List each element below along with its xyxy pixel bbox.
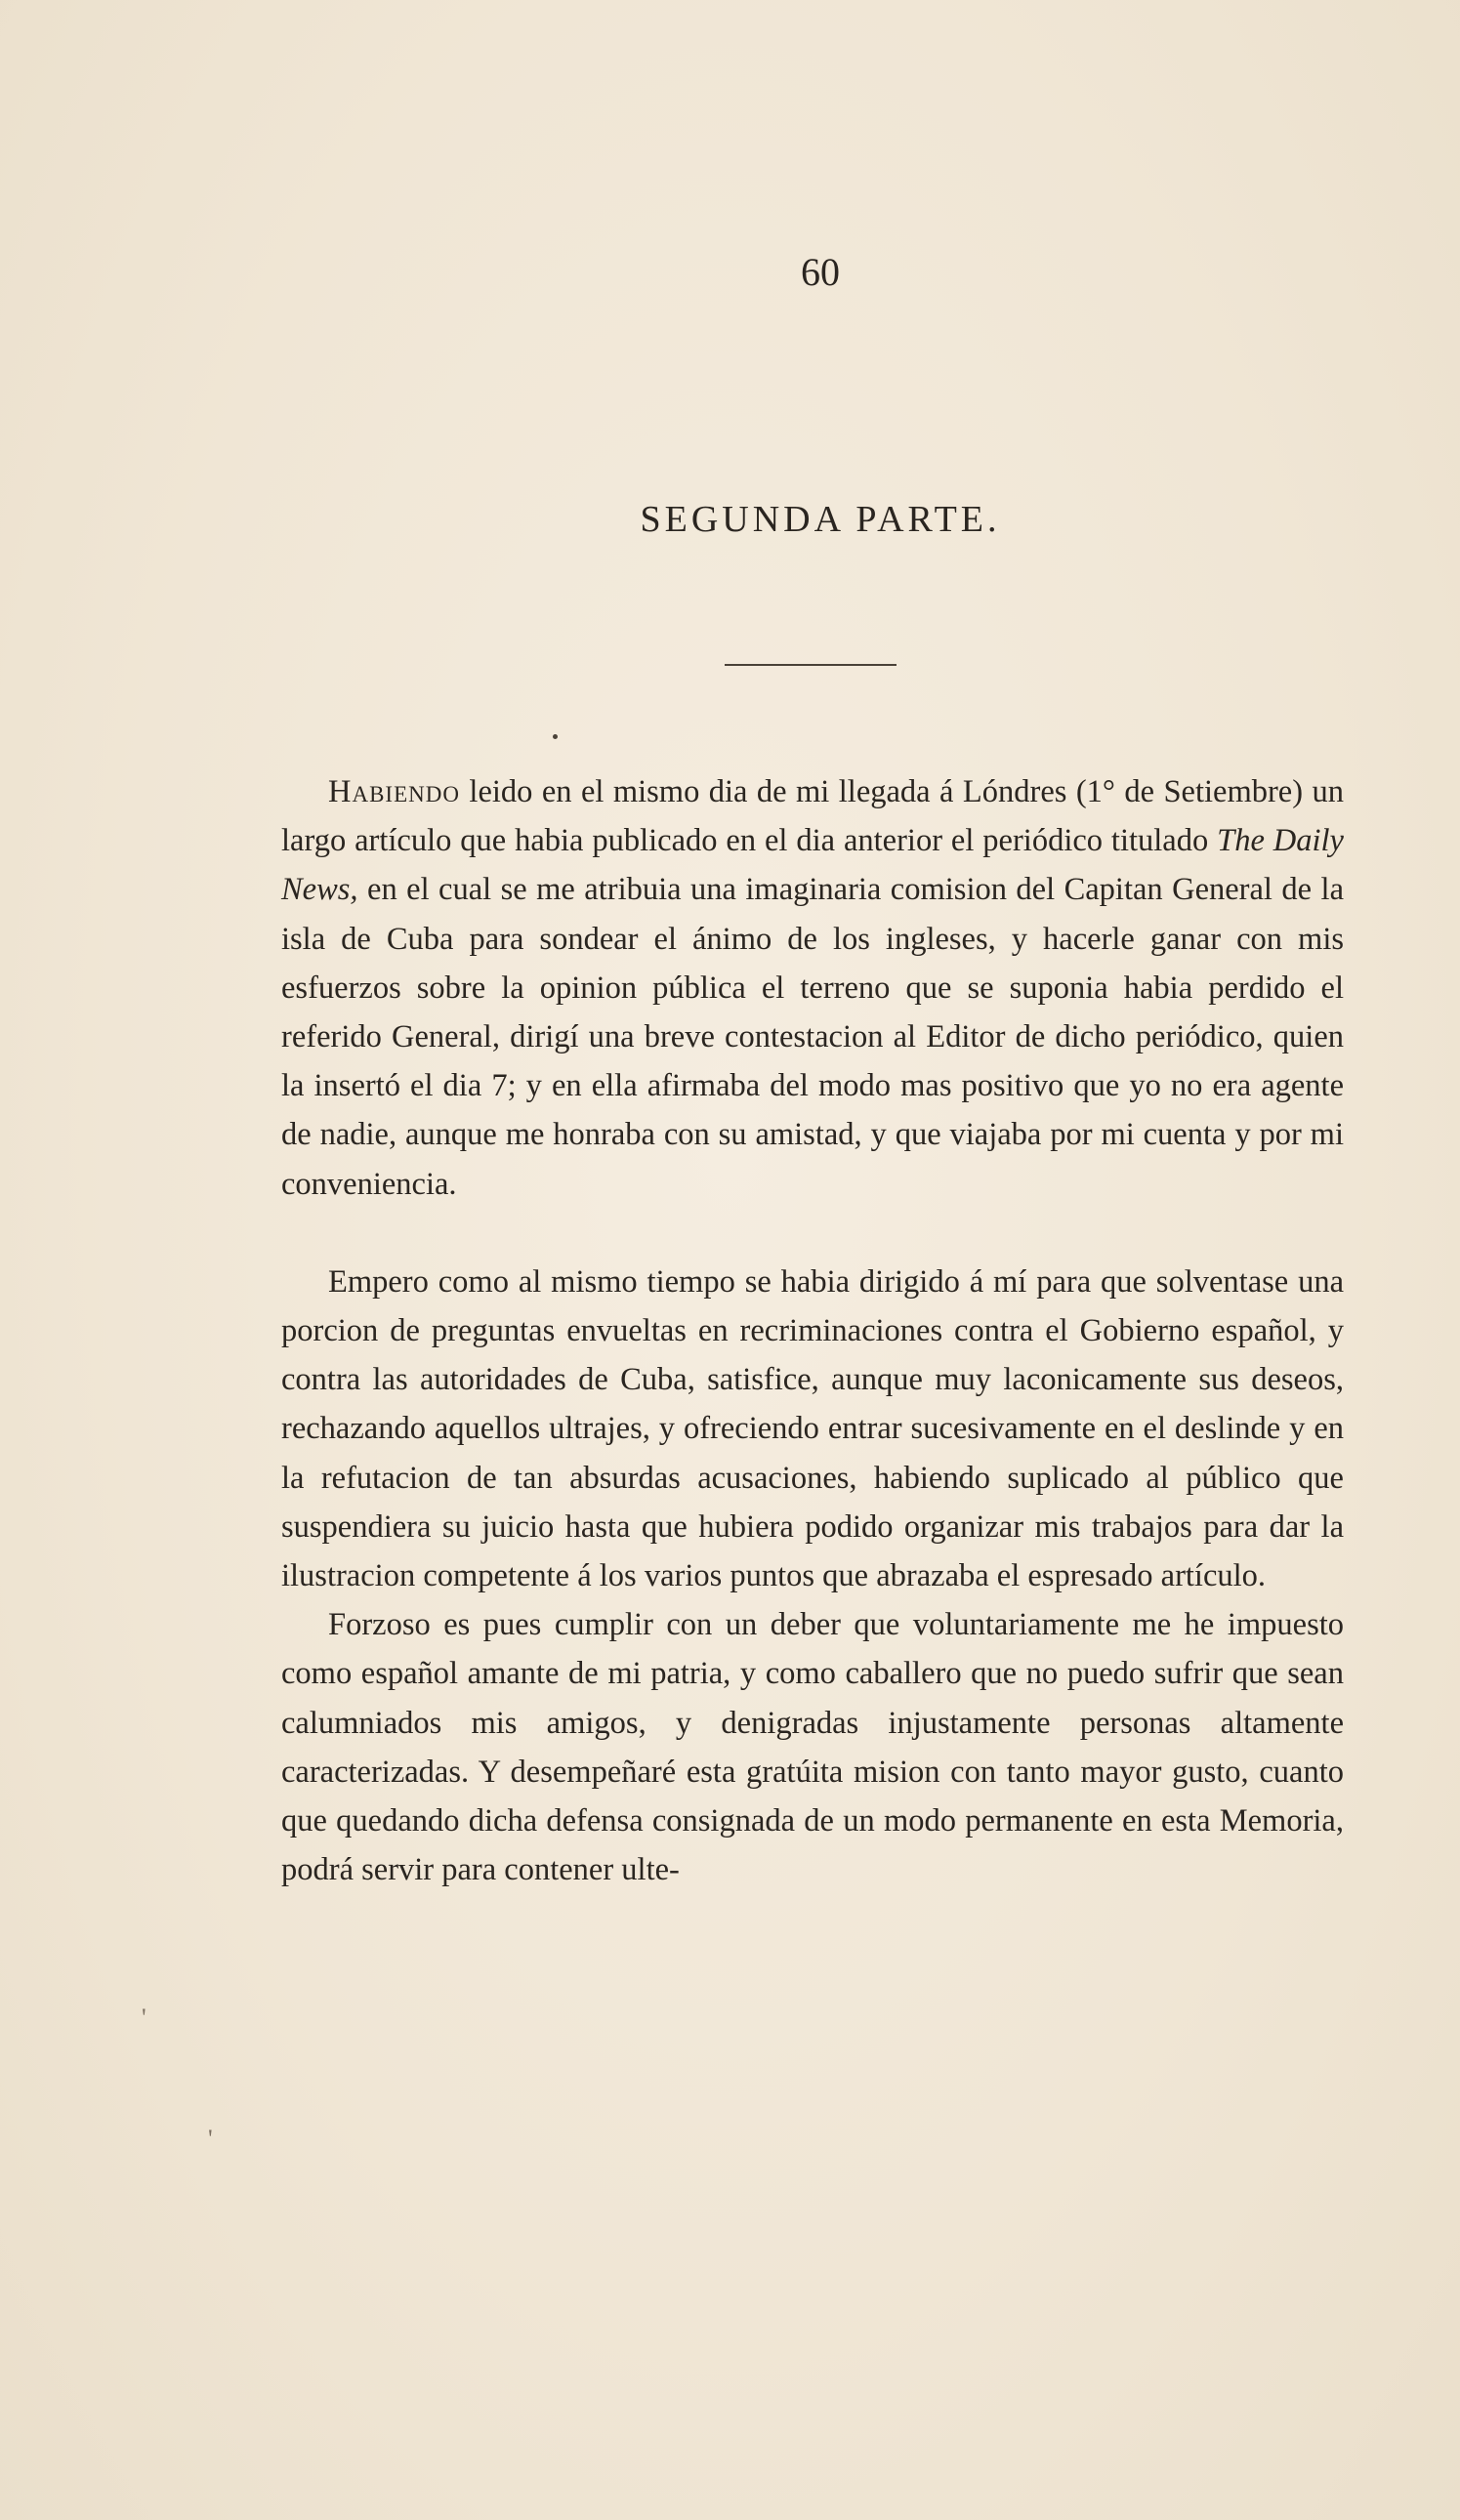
- paragraph-1: [281, 767, 1344, 1209]
- paragraph-1-text-b: en el cual se me atribuia una imaginaria comision del Capitan General de la isla de Cuba para sondear el ánimo de los ingleses, y hacerle ganar con mis esfuerzos sobre la opinion pública el terreno que se suponia habia perdido el referido General, dirigí una breve contestacion al Editor de dicho periódico, quien la insertó el dia 7; y en ella afirmaba del modo mas positivo que yo no era agente de nadie, aunque me honraba con su amistad, y que viajaba por mi cuenta y por mi conveniencia.: [281, 872, 1344, 1202]
- paragraph-2: Empero como al mismo tiempo se habia dirigido á mí para que solventase una porcion de preguntas envueltas en recriminaciones contra el Gobierno español, y contra las autoridades de Cuba, satisfice, aunque muy laconicamente sus deseos, rechazando aquellos ultrajes, y ofreciendo entrar sucesivamente en el deslinde y en la refutacion de tan absurdas acusaciones, habiendo suplicado al público que suspendiera su juicio hasta que hubiera podido organizar mis trabajos para dar la ilustracion competente á los varios puntos que abrazaba el espresado artículo.: [281, 1263, 1344, 1594]
- page-number: 60: [801, 250, 840, 294]
- ink-dot: [553, 734, 558, 739]
- lead-word: Habiendo: [328, 774, 460, 809]
- section-title: SEGUNDA PARTE.: [640, 499, 1001, 540]
- section-divider: [725, 664, 897, 666]
- paragraph-1-text-a: leido en el mismo dia de mi llegada á Lóndres (1° de Setiembre) un largo artículo que habia publicado en el dia anterior el periódico titulado: [281, 774, 1344, 859]
- paragraph-3: Forzoso es pues cumplir con un deber que voluntariamente me he impuesto como español amante de mi patria, y como caballero que no puedo sufrir que sean calumniados mis amigos, y denigradas injustamente personas altamente caracterizadas. Y desempeñaré esta gratúita mision con tanto mayor gusto, cuanto que quedando dicha defensa consignada de un modo permanente en esta Memoria, podrá servir para contener ulte-: [281, 1607, 1344, 1888]
- margin-mark: ': [142, 2004, 146, 2032]
- newspaper-title: The Daily News,: [281, 823, 1344, 908]
- body-text: [281, 767, 1344, 1894]
- margin-mark: ': [208, 2125, 213, 2153]
